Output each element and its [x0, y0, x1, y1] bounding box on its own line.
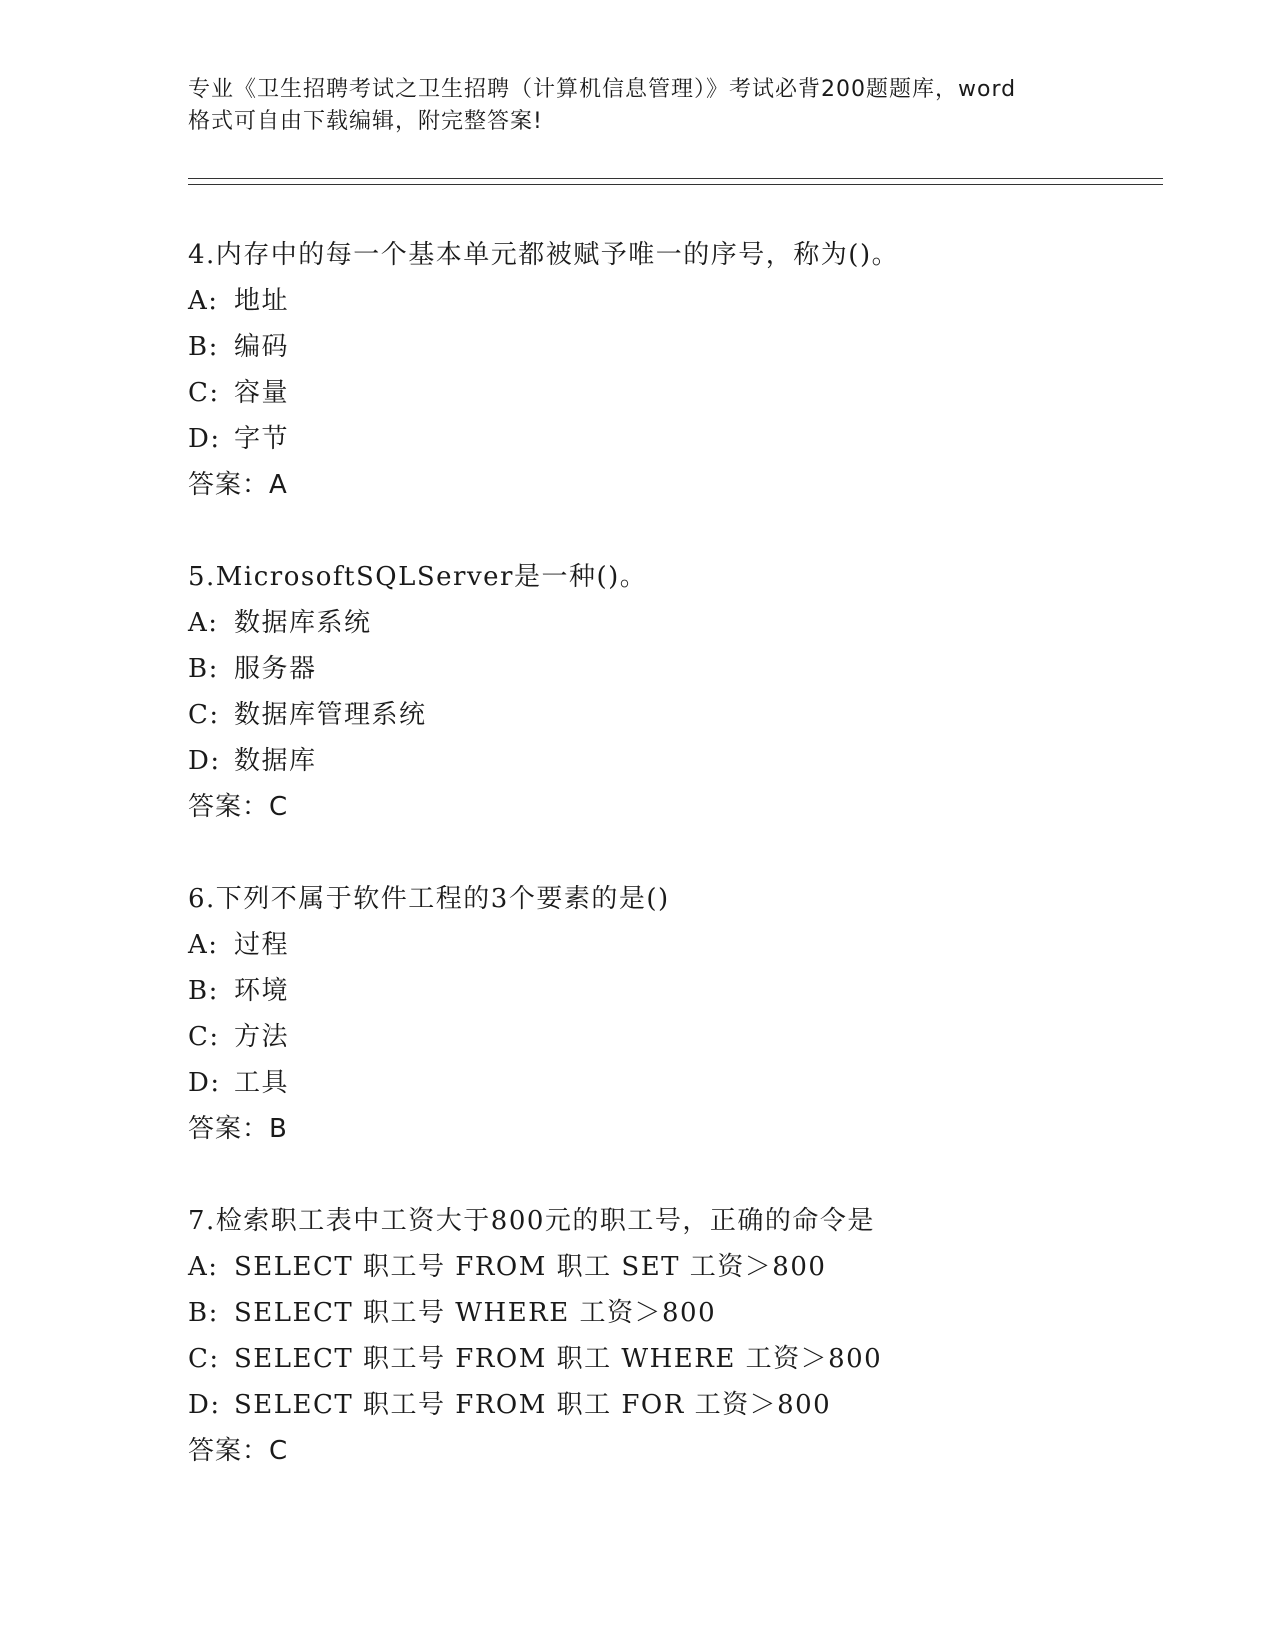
option-label: C: [188, 1344, 220, 1374]
option-label: D: [188, 746, 221, 776]
answer-line: 答案：C [188, 1436, 289, 1466]
option-label: B: [188, 1298, 219, 1328]
option-d [188, 416, 1168, 462]
option-label: A: [188, 286, 219, 316]
option-b [188, 1290, 1168, 1336]
option-text: 数据库管理系统 [234, 700, 427, 730]
option-text: 服务器 [234, 654, 317, 684]
option-text: 编码 [234, 332, 290, 362]
question-5 [188, 554, 1168, 830]
option-d [188, 1060, 1168, 1106]
option-label: A: [188, 930, 219, 960]
option-text: 字节 [234, 424, 290, 454]
question-stem: 7.检索职工表中工资大于800元的职工号，正确的命令是 [188, 1206, 875, 1236]
option-label: D: [188, 1068, 221, 1098]
option-text: SELECT 职工号 FROM 职工 SET 工资＞800 [234, 1252, 827, 1282]
option-text: 方法 [234, 1022, 290, 1052]
answer-line: 答案：A [188, 470, 288, 500]
option-a [188, 600, 1168, 646]
answer-line: 答案：B [188, 1114, 288, 1144]
header-divider-top [188, 178, 1163, 179]
option-label: C: [188, 1022, 220, 1052]
option-text: 环境 [234, 976, 290, 1006]
option-label: D: [188, 424, 221, 454]
question-stem: 4.内存中的每一个基本单元都被赋予唯一的序号，称为()。 [188, 240, 900, 270]
option-label: B: [188, 332, 219, 362]
option-text: SELECT 职工号 WHERE 工资＞800 [234, 1298, 717, 1328]
question-6 [188, 876, 1168, 1152]
option-a [188, 278, 1168, 324]
option-text: 过程 [234, 930, 290, 960]
option-label: D: [188, 1390, 221, 1420]
option-label: B: [188, 654, 219, 684]
document-header [188, 74, 1088, 138]
question-stem: 5.MicrosoftSQLServer是一种()。 [188, 562, 648, 592]
option-c [188, 692, 1168, 738]
question-stem: 6.下列不属于软件工程的3个要素的是() [188, 884, 670, 914]
option-d [188, 738, 1168, 784]
answer-line: 答案：C [188, 792, 289, 822]
option-b [188, 646, 1168, 692]
option-text: SELECT 职工号 FROM 职工 FOR 工资＞800 [234, 1390, 832, 1420]
option-b [188, 324, 1168, 370]
option-a [188, 922, 1168, 968]
question-4 [188, 232, 1168, 508]
option-text: SELECT 职工号 FROM 职工 WHERE 工资＞800 [234, 1344, 883, 1374]
option-label: A: [188, 608, 219, 638]
option-label: C: [188, 700, 220, 730]
option-text: 工具 [234, 1068, 290, 1098]
option-c [188, 1336, 1168, 1382]
option-label: B: [188, 976, 219, 1006]
option-label: A: [188, 1252, 219, 1282]
option-c [188, 1014, 1168, 1060]
header-divider-bottom [188, 184, 1163, 185]
option-text: 地址 [234, 286, 290, 316]
header-line-2: 格式可自由下载编辑，附完整答案! [188, 109, 543, 134]
option-b [188, 968, 1168, 1014]
option-d [188, 1382, 1168, 1428]
option-text: 容量 [234, 378, 290, 408]
option-c [188, 370, 1168, 416]
option-text: 数据库 [234, 746, 317, 776]
option-label: C: [188, 378, 220, 408]
question-list [188, 232, 1168, 1520]
question-7 [188, 1198, 1168, 1474]
header-line-1: 专业《卫生招聘考试之卫生招聘（计算机信息管理）》考试必背200题题库，word [188, 77, 1017, 102]
option-text: 数据库系统 [234, 608, 372, 638]
option-a [188, 1244, 1168, 1290]
